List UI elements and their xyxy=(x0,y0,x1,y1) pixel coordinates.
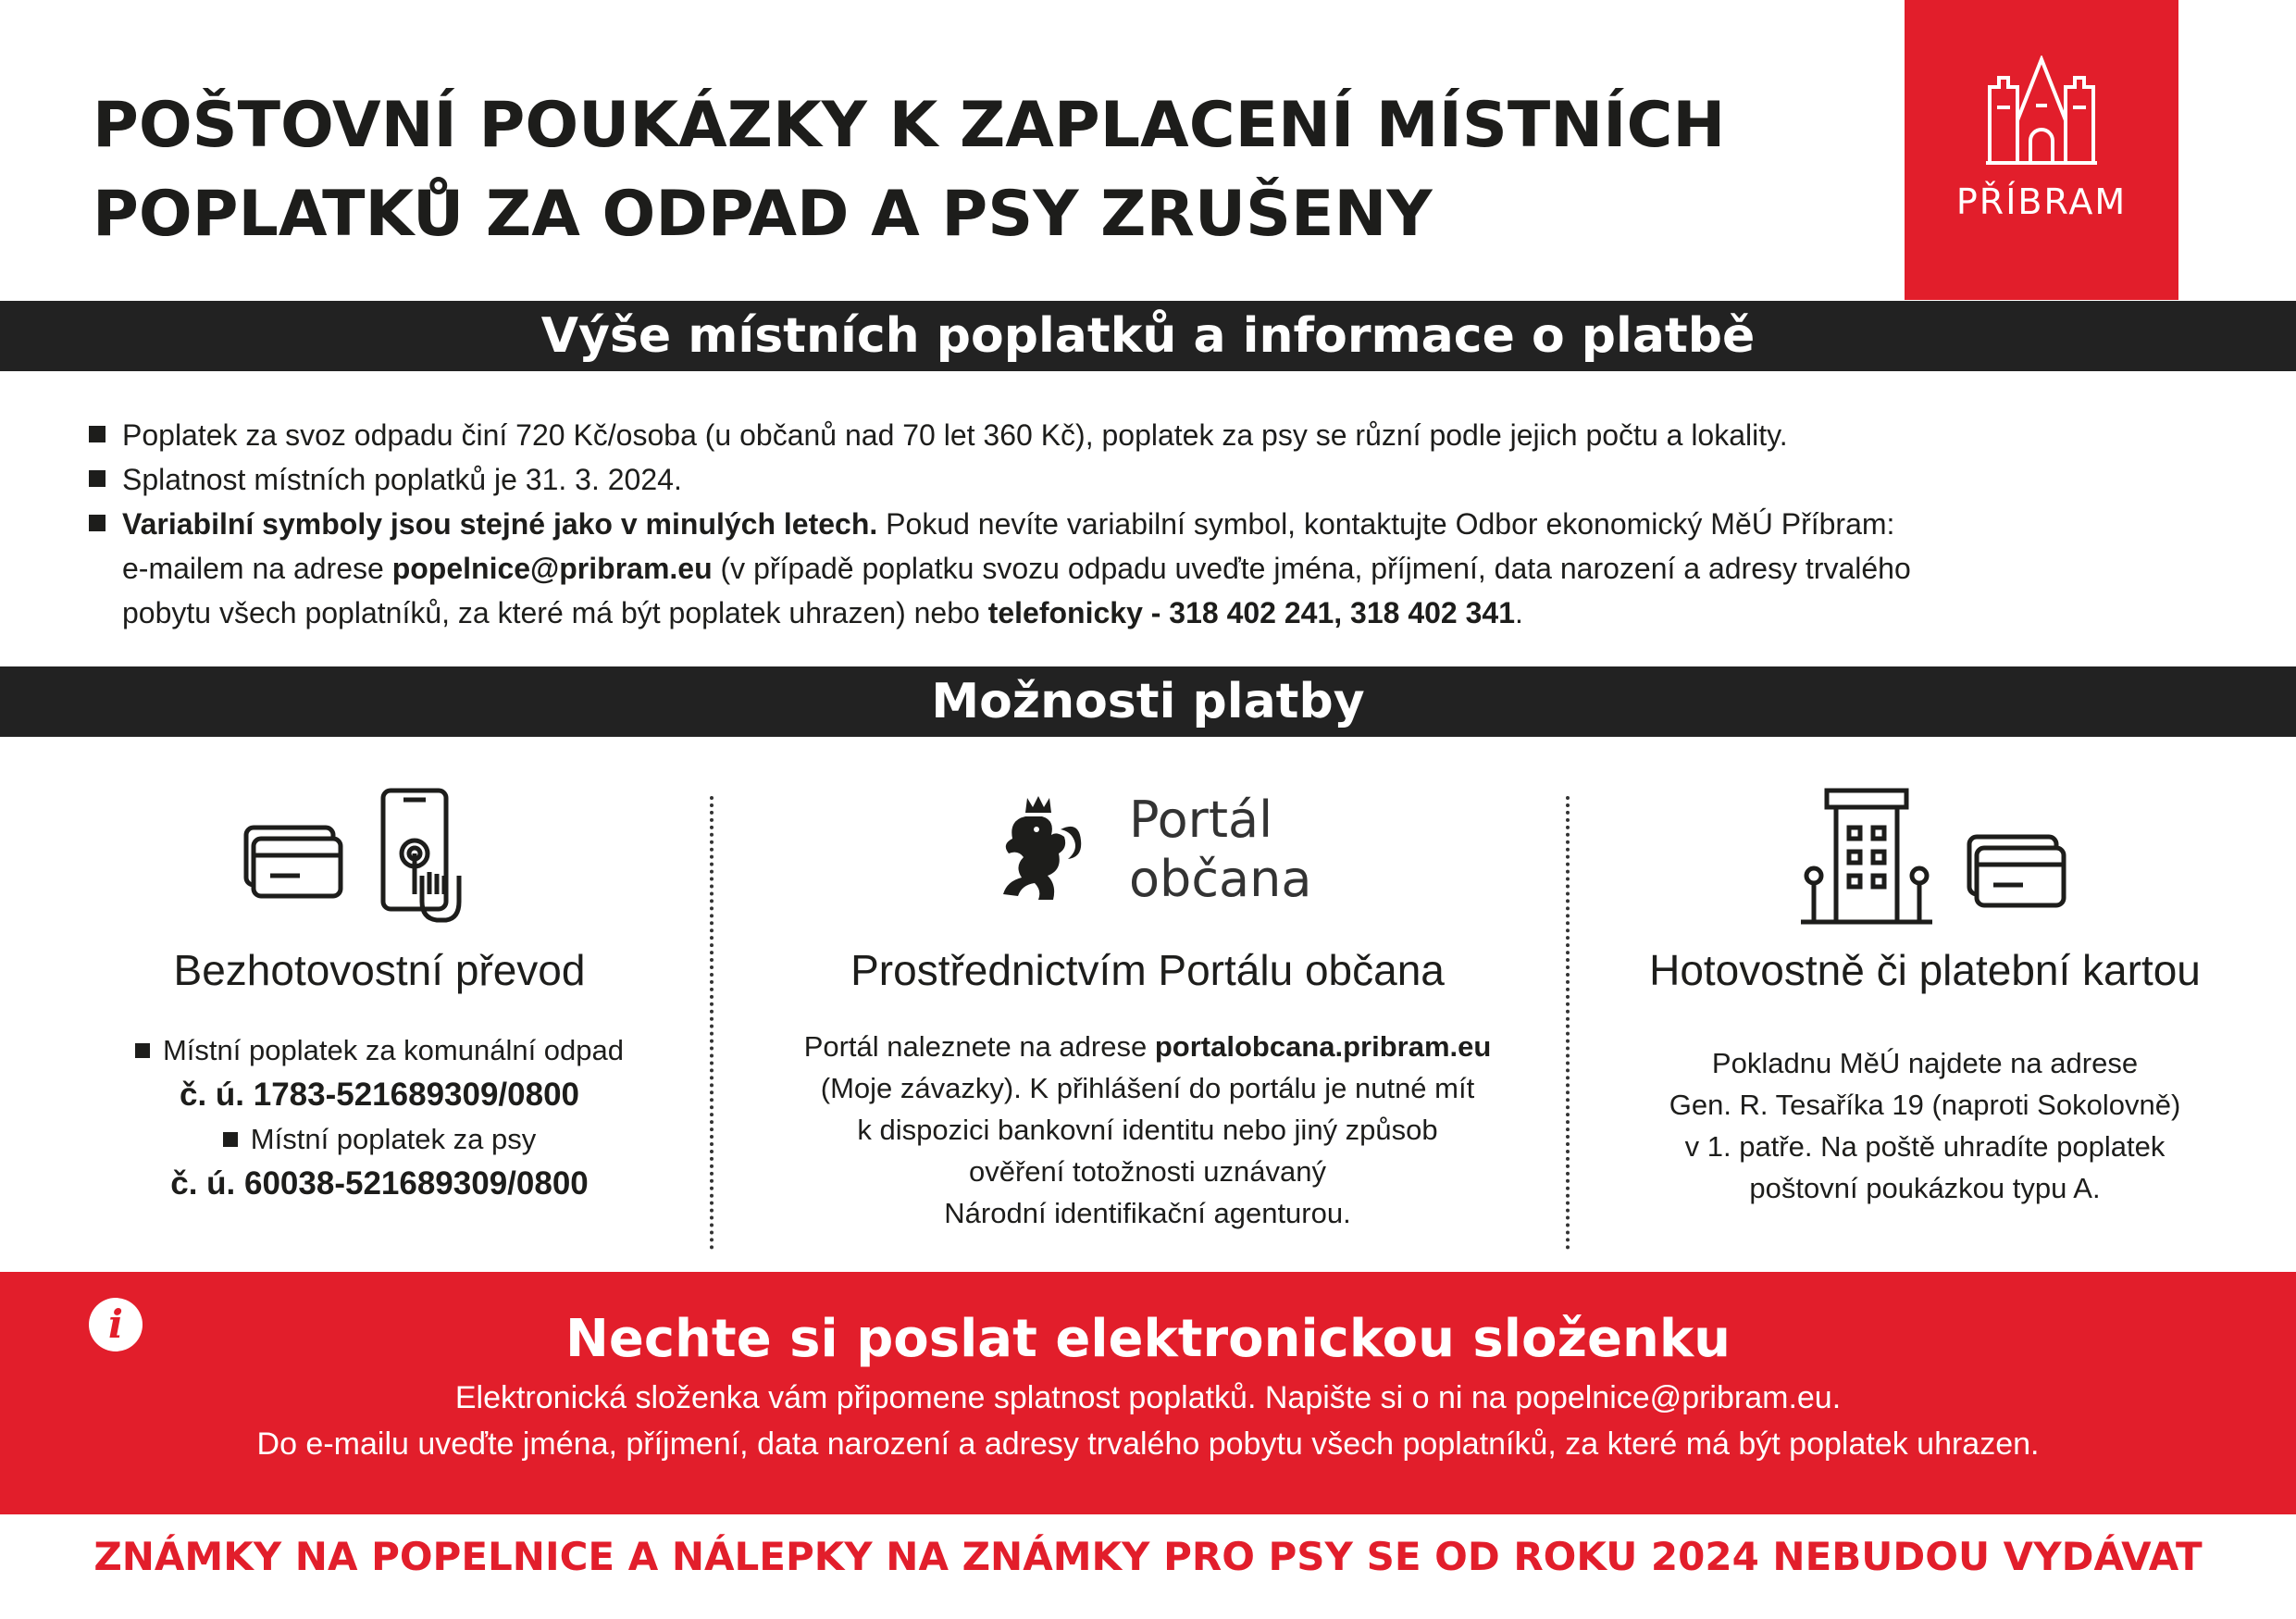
footer-notice: ZNÁMKY NA POPELNICE A NÁLEPKY NA ZNÁMKY PRO PSY SE OD ROKU 2024 NEBUDOU VYDÁVAT xyxy=(93,1534,2203,1579)
info-icon: i xyxy=(89,1298,143,1351)
contact-phone: telefonicky - 318 402 241, 318 402 341 xyxy=(987,596,1515,629)
transfer-accounts xyxy=(56,1029,703,1207)
dog-fee-account: č. ú. 60038-521689309/0800 xyxy=(170,1165,589,1202)
cash-text-2: Gen. R. Tesaříka 19 (naproti Sokolovně) xyxy=(1669,1089,2181,1121)
portal-word-1: Portál xyxy=(1129,791,1273,849)
waste-fee-label: Místní poplatek za komunální odpad xyxy=(162,1034,625,1066)
contact-email-link[interactable]: popelnice@pribram.eu xyxy=(391,552,713,585)
waste-fee-account: č. ú. 1783-521689309/0800 xyxy=(179,1077,580,1113)
dog-fee-label: Místní poplatek za psy xyxy=(250,1123,537,1155)
credit-cards-icon xyxy=(242,815,344,907)
czech-lion-emblem-icon xyxy=(990,792,1092,903)
list-item xyxy=(85,502,2241,635)
bullet-square-icon xyxy=(89,426,105,442)
cash-description xyxy=(1582,1042,2267,1209)
notice-title: Nechte si poslat elektronickou složenku xyxy=(565,1309,1731,1369)
payment-option-portal xyxy=(731,787,1564,1250)
transfer-icons xyxy=(56,787,703,935)
column-divider xyxy=(710,796,714,1250)
payment-option-cash xyxy=(1582,787,2267,1250)
page-title-line1: POŠTOVNÍ POUKÁZKY K ZAPLACENÍ MÍSTNÍCH xyxy=(93,89,1726,162)
contact-text-2: e-mailem na adrese xyxy=(122,552,392,585)
fee-info-list xyxy=(85,413,2241,635)
variable-symbol-note: Variabilní symboly jsou stejné jako v minulých letech. xyxy=(122,507,878,541)
e-invoice-notice xyxy=(0,1272,2296,1514)
bullet-square-icon xyxy=(135,1043,150,1058)
portal-text-4: ověření totožnosti uznávaný xyxy=(968,1155,1327,1188)
logo-text: PŘÍBRAM xyxy=(1955,181,2128,222)
notice-line-1: Elektronická složenka vám připomene splatnost poplatků. Napište si o ni na popelnice@pribram.eu. xyxy=(454,1380,1842,1415)
portal-description xyxy=(731,1026,1564,1234)
pribram-logo xyxy=(1905,0,2178,300)
cash-text-3: v 1. patře. Na poště uhradíte poplatek xyxy=(1684,1130,2166,1163)
portal-text-3: k dispozici bankovní identitu nebo jiný způsob xyxy=(857,1114,1438,1146)
portal-title: Prostřednictvím Portálu občana xyxy=(850,946,1445,994)
cash-title: Hotovostně či platební kartou xyxy=(1649,946,2201,994)
list-item xyxy=(85,457,2241,502)
cash-text-1: Pokladnu MěÚ najdete na adrese xyxy=(1711,1047,2139,1079)
contact-text-3: (v případě poplatku svozu odpadu uveďte jména, příjmení, data narození a adresy trvalého xyxy=(712,552,1911,585)
column-divider xyxy=(1566,796,1570,1250)
city-castle-icon xyxy=(1984,56,2099,167)
portal-text-1: Portál naleznete na adrese xyxy=(803,1030,1155,1063)
bullet-square-icon xyxy=(89,515,105,531)
cash-icons xyxy=(1582,787,2267,935)
due-date-text: Splatnost místních poplatků je 31. 3. 2024. xyxy=(122,463,682,496)
bullet-square-icon xyxy=(223,1132,238,1147)
transfer-title: Bezhotovostní převod xyxy=(173,946,586,994)
cash-text-4: poštovní poukázkou typu A. xyxy=(1749,1172,2101,1204)
notice-line-2: Do e-mailu uveďte jména, příjmení, data narození a adresy trvalého pobytu všech poplatníků, za které má být poplatek uhrazen. xyxy=(256,1426,2040,1462)
credit-cards-icon xyxy=(1966,824,2067,916)
portal-logo xyxy=(731,787,1564,935)
contact-text-1: Pokud nevíte variabilní symbol, kontaktujte Odbor ekonomický MěÚ Příbram: xyxy=(877,507,1895,541)
page-title-line2: POPLATKŮ ZA ODPAD A PSY ZRUŠENY xyxy=(93,178,1433,251)
fee-amount-text: Poplatek za svoz odpadu činí 720 Kč/osoba (u občanů nad 70 let 360 Kč), poplatek za psy se různí podle jejich počtu a lokality. xyxy=(122,418,1788,452)
portal-word-2: občana xyxy=(1129,850,1312,908)
portal-url-link[interactable]: portalobcana.pribram.eu xyxy=(1154,1030,1492,1063)
bullet-square-icon xyxy=(89,470,105,487)
contact-end: . xyxy=(1514,596,1523,629)
smartphone-tap-icon xyxy=(379,787,463,926)
list-item xyxy=(85,413,2241,457)
portal-text-2: (Moje závazky). K přihlášení do portálu je nutné mít xyxy=(820,1072,1475,1104)
page-title xyxy=(93,81,1814,259)
section-heading-fees: Výše místních poplatků a informace o platbě xyxy=(0,301,2296,371)
office-building-icon xyxy=(1797,787,1936,926)
payment-option-transfer xyxy=(56,787,703,1250)
contact-text-4: pobytu všech poplatníků, za které má být poplatek uhrazen) nebo xyxy=(122,596,988,629)
section-heading-payment: Možnosti platby xyxy=(0,666,2296,737)
portal-text-5: Národní identifikační agenturou. xyxy=(944,1197,1351,1229)
portal-wordmark xyxy=(1129,791,1311,909)
